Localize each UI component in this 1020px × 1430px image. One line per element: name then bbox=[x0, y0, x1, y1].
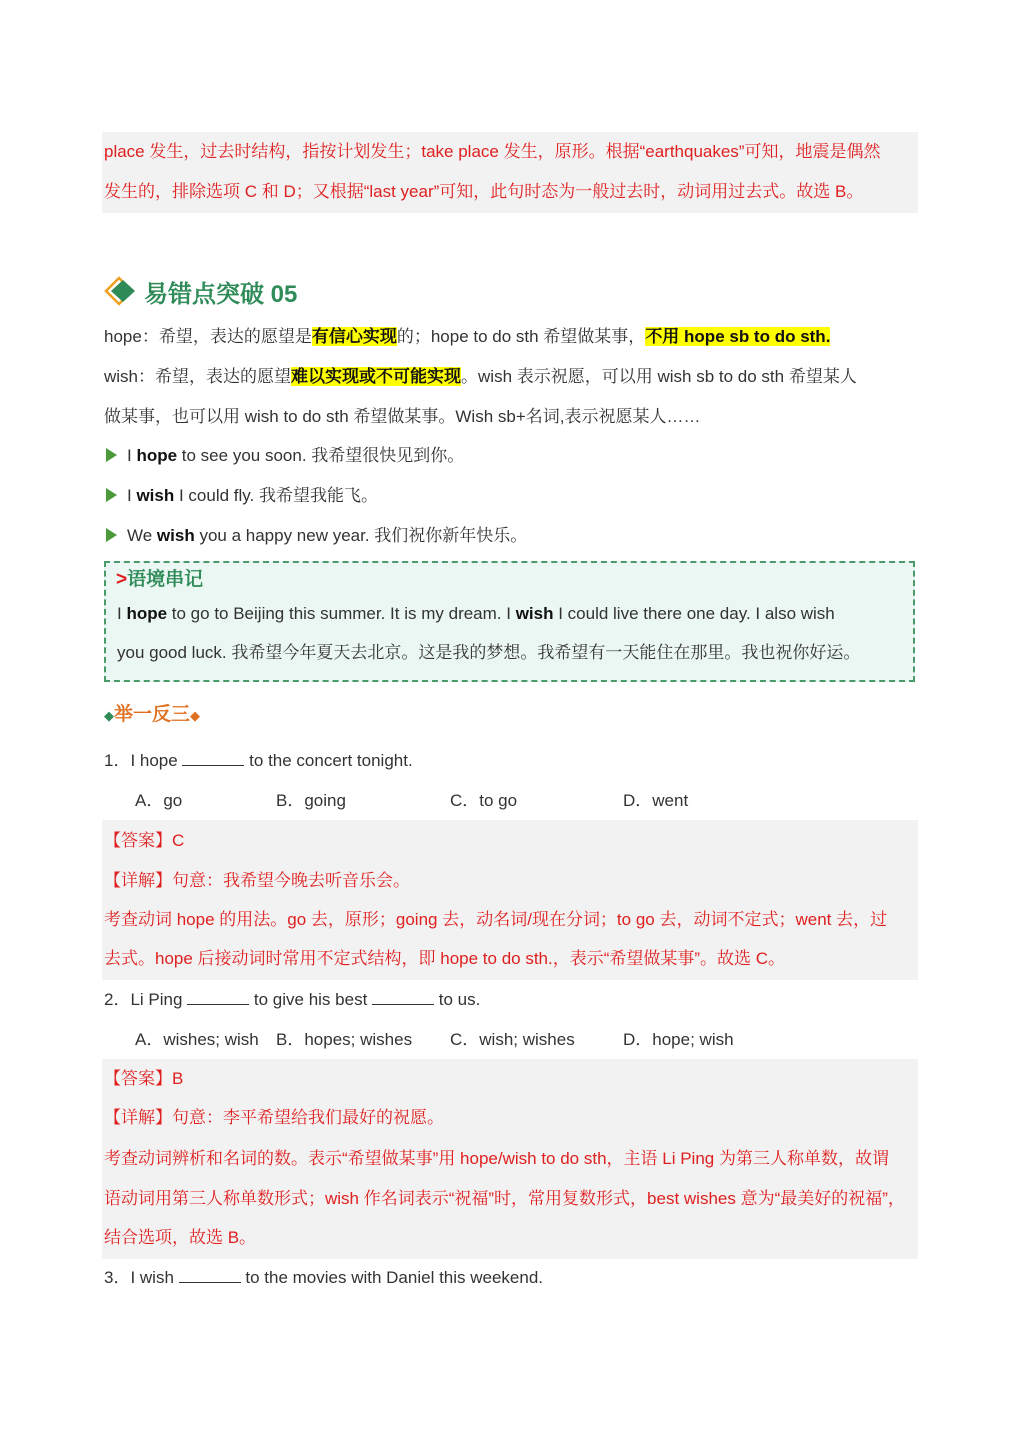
example-3: We wish you a happy new year. 我们祝你新年快乐。 bbox=[106, 525, 527, 547]
q1-explain-1: 考查动词 hope 的用法。go 去，原形；going 去，动名词/现在分词；to go 去，动词不定式；went 去，过 bbox=[104, 910, 888, 929]
highlight-impossible: 难以实现或不可能实现 bbox=[291, 367, 462, 386]
practice-heading: ◆举一反三◆ bbox=[104, 704, 201, 725]
diamond-bullet-icon: ◆ bbox=[104, 708, 114, 723]
wish-definition-line-2: 做某事，也可以用 wish to do sth 希望做某事。Wish sb+名词,表示祝愿某人…… bbox=[104, 407, 701, 426]
context-line-1: I hope to go to Beijing this summer. It is my dream. I wish I could live there one day. I also wish bbox=[117, 604, 835, 623]
chevron-right-icon: > bbox=[116, 569, 128, 590]
q1-option-c: C．to go bbox=[450, 791, 518, 810]
wish-definition: wish：希望，表达的愿望难以实现或不可能实现。wish 表示祝愿，可以用 wish sb to do sth 希望某人 bbox=[104, 367, 857, 386]
triangle-bullet-icon bbox=[106, 488, 117, 502]
q2-explain-1: 考查动词辨析和名词的数。表示“希望做某事”用 hope/wish to do sth，主语 Li Ping 为第三人称单数，故谓 bbox=[104, 1149, 889, 1168]
q1-explain-2: 去式。hope 后接动词时常用不定式结构，即 hope to do sth.，表示“希望做某事”。故选 C。 bbox=[104, 949, 786, 968]
q2-explain-3: 结合选项，故选 B。 bbox=[104, 1228, 257, 1247]
q2-explain-2: 语动词用第三人称单数形式；wish 作名词表示“祝福”时，常用复数形式，best wishes 意为“最美好的祝福”， bbox=[104, 1189, 905, 1208]
q2-detail: 【详解】句意：李平希望给我们最好的祝愿。 bbox=[104, 1108, 444, 1127]
q1-option-b: B．going bbox=[276, 791, 346, 810]
q2-option-a: A．wishes; wish bbox=[135, 1030, 259, 1049]
answer-blank bbox=[182, 751, 244, 766]
context-line-2: you good luck. 我希望今年夏天去北京。这是我的梦想。我希望有一天能住在那里。我也祝你好运。 bbox=[117, 643, 861, 662]
example-2: I wish I could fly. 我希望我能飞。 bbox=[106, 485, 378, 507]
section-heading bbox=[104, 274, 297, 308]
diamond-icon bbox=[104, 276, 138, 306]
highlight-confident: 有信心实现 bbox=[311, 327, 397, 346]
top-explanation-line-2: 发生的，排除选项 C 和 D；又根据“last year”可知，此句时态为一般过去时，动词用过去式。故选 B。 bbox=[104, 182, 864, 201]
example-1: I hope to see you soon. 我希望很快见到你。 bbox=[106, 445, 464, 467]
q1-answer: 【答案】C bbox=[104, 831, 185, 850]
q1-detail: 【详解】句意：我希望今晚去听音乐会。 bbox=[104, 871, 410, 890]
q2-option-b: B．hopes; wishes bbox=[276, 1030, 413, 1049]
section-title: 易错点突破 05 bbox=[144, 280, 298, 308]
triangle-bullet-icon bbox=[106, 528, 117, 542]
context-heading: >语境串记 bbox=[116, 569, 204, 590]
q2-option-d: D．hope; wish bbox=[623, 1030, 734, 1049]
diamond-bullet-icon: ◆ bbox=[190, 708, 201, 723]
question-2: 2．Li Ping to give his best to us. bbox=[104, 990, 481, 1009]
answer-blank bbox=[179, 1268, 241, 1283]
top-explanation-line-1: place 发生，过去时结构，指按计划发生；take place 发生，原形。根据“earthquakes”可知，地震是偶然 bbox=[104, 142, 881, 161]
question-3: 3．I wish to the movies with Daniel this weekend. bbox=[104, 1268, 544, 1287]
answer-blank bbox=[187, 990, 249, 1005]
answer-blank bbox=[372, 990, 434, 1005]
hope-definition: hope：希望，表达的愿望是有信心实现的；hope to do sth 希望做某事，不用 hope sb to do sth. bbox=[104, 327, 831, 346]
question-1: 1．I hope to the concert tonight. bbox=[104, 751, 413, 770]
highlight-not-use: 不用 hope sb to do sth. bbox=[645, 327, 831, 346]
q1-option-d: D．went bbox=[623, 791, 689, 810]
q2-answer: 【答案】B bbox=[104, 1069, 184, 1088]
triangle-bullet-icon bbox=[106, 448, 117, 462]
q1-option-a: A．go bbox=[135, 791, 183, 810]
q2-option-c: C．wish; wishes bbox=[450, 1030, 575, 1049]
